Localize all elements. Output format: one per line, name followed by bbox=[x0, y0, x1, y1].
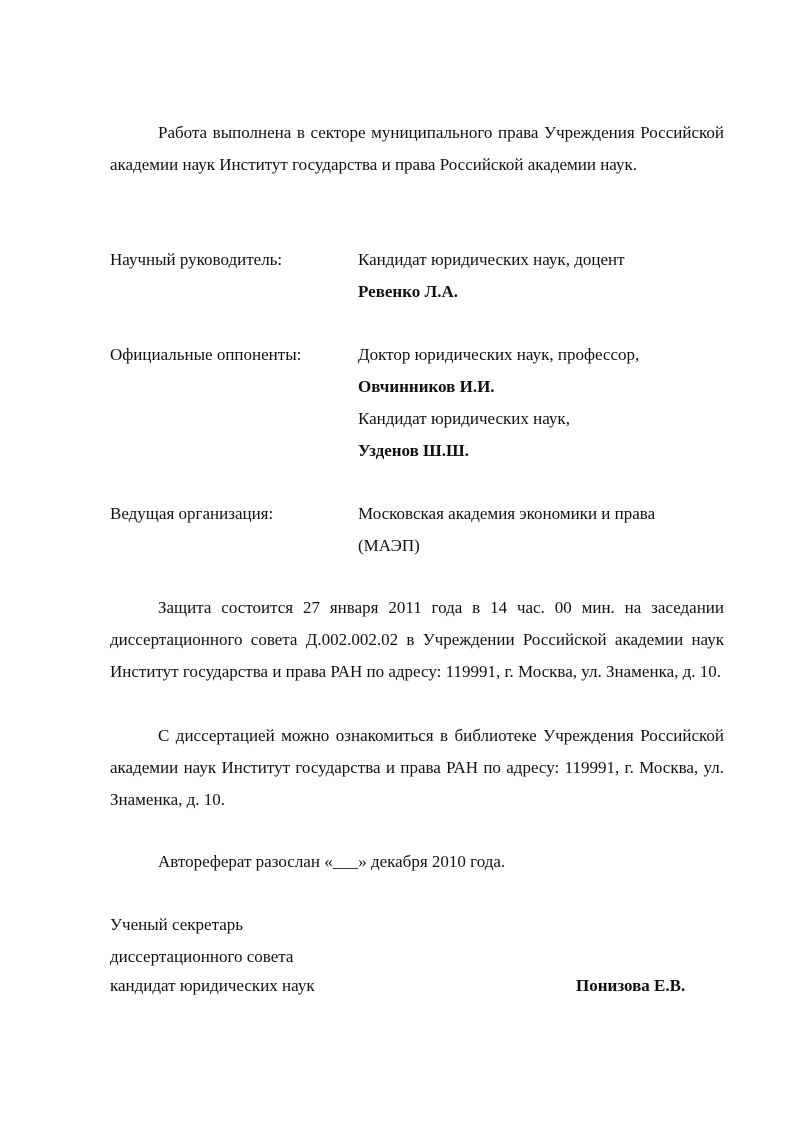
opponent-2-degree: Кандидат юридических наук, bbox=[358, 409, 570, 428]
lead-org-abbr: (МАЭП) bbox=[358, 536, 420, 555]
advisor-degree: Кандидат юридических наук, доцент bbox=[358, 250, 625, 269]
opponent-1-name-row bbox=[110, 371, 724, 403]
secretary-line-3 bbox=[110, 970, 724, 1002]
secretary-title: Ученый секретарь bbox=[110, 915, 244, 934]
sent-date-line: Автореферат разослан «___» декабря 2010 года. bbox=[158, 852, 506, 871]
secretary-degree: кандидат юридических наук bbox=[110, 976, 315, 995]
secretary-council: диссертационного совета bbox=[110, 947, 294, 966]
opponent-1-degree: Доктор юридических наук, профессор, bbox=[358, 345, 640, 364]
opponent-2-name: Узденов Ш.Ш. bbox=[358, 441, 469, 460]
lead-org-label: Ведущая организация: bbox=[110, 504, 274, 523]
opponent-1-name: Овчинников И.И. bbox=[358, 377, 495, 396]
secretary-line-1 bbox=[110, 909, 724, 941]
opponent-2-degree-row bbox=[110, 403, 724, 435]
advisor-name-row bbox=[110, 276, 724, 308]
advisor-name: Ревенко Л.А. bbox=[358, 282, 458, 301]
lead-org-abbr-row bbox=[110, 530, 724, 562]
secretary-name: Понизова Е.В. bbox=[576, 976, 686, 995]
opponents-label: Официальные оппоненты: bbox=[110, 345, 302, 364]
secretary-line-2 bbox=[110, 941, 724, 973]
advisor-row bbox=[110, 244, 724, 276]
opponents-row bbox=[110, 339, 724, 371]
library-paragraph: С диссертацией можно ознакомиться в библиотеке Учреждения Российской академии наук Институт государства и права РАН по адресу: 119991, г. Москва, ул. Знаменка, д. 10. bbox=[110, 726, 724, 809]
opponent-2-name-row bbox=[110, 435, 724, 467]
lead-org-name: Московская академия экономики и права bbox=[358, 504, 656, 523]
advisor-label: Научный руководитель: bbox=[110, 250, 283, 269]
lead-org-row bbox=[110, 498, 724, 530]
defense-paragraph: Защита состоится 27 января 2011 года в 14 час. 00 мин. на заседании диссертационного совета Д.002.002.02 в Учреждении Российской академии наук Институт государства и права РАН по адресу: 119991, г. Москва, ул. Знаменка, д. 10. bbox=[110, 598, 724, 681]
intro-paragraph: Работа выполнена в секторе муниципального права Учреждения Российской академии наук Институт государства и права Российской академии наук. bbox=[110, 123, 724, 174]
